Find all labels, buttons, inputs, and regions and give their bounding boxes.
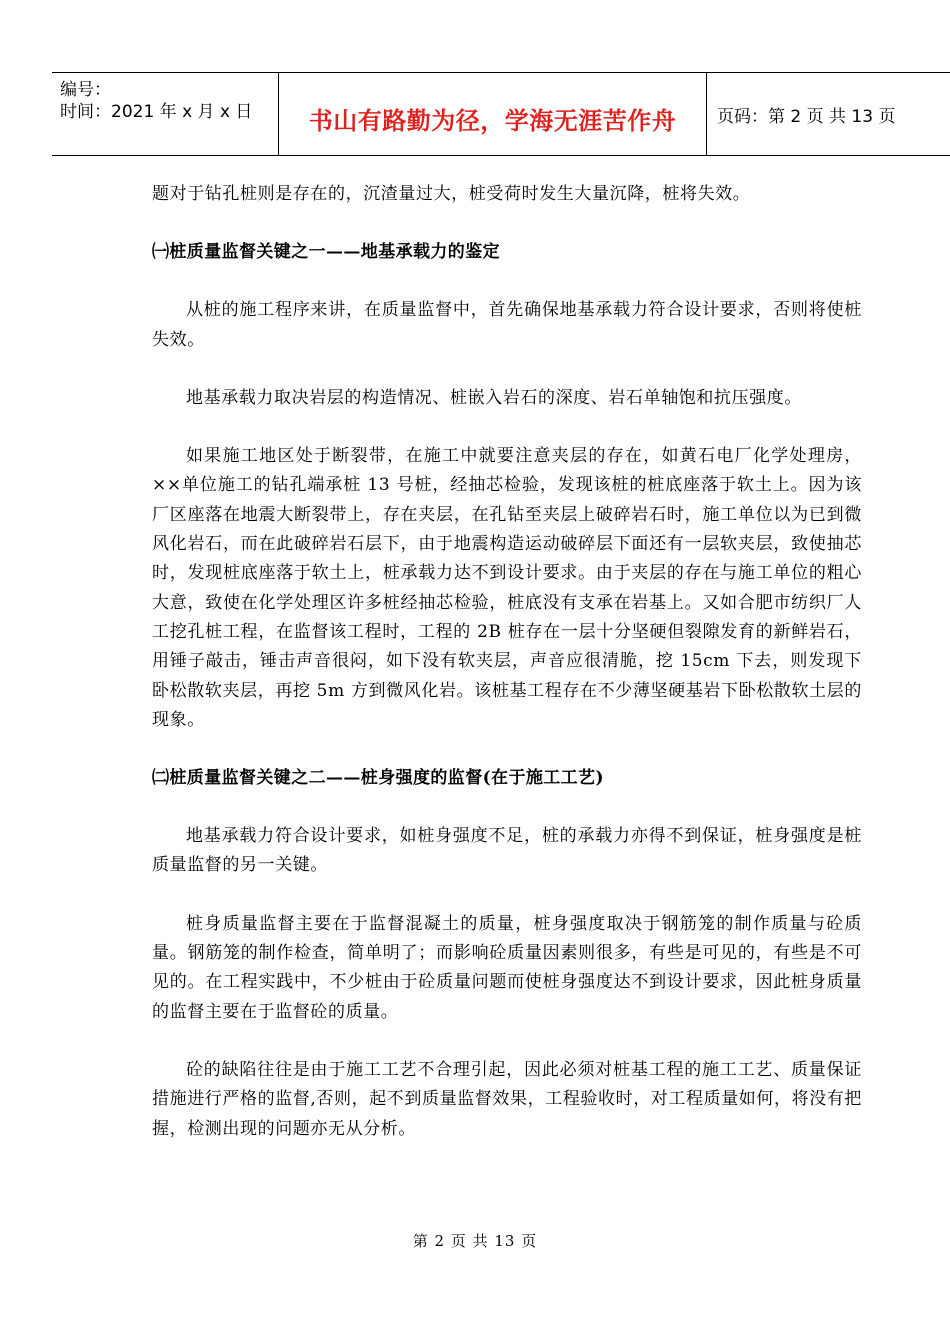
section-heading-1: ㈠桩质量监督关键之一——地基承载力的鉴定 (152, 242, 500, 263)
header-motto: 书山有路勤为径，学海无涯苦作舟 (308, 106, 677, 135)
document-body (152, 180, 862, 1173)
paragraph: 从桩的施工程序来讲，在质量监督中，首先确保地基承载力符合设计要求，否则将使桩失效。 (152, 300, 862, 350)
header-page-cell (707, 73, 950, 155)
document-number-label: 编号： (60, 80, 111, 100)
paragraph: 砼的缺陷往往是由于施工工艺不合理引起，因此必须对桩基工程的施工工艺、质量保证措施进行严格的监督,否则，起不到质量监督效果，工程验收时，对工程质量如何，将没有把握，检测出现的问题亦无从分析。 (152, 1059, 863, 1139)
paragraph: 桩身质量监督主要在于监督混凝土的质量，桩身强度取决于钢筋笼的制作质量与砼质量。钢筋笼的制作检查，简单明了；而影响砼质量因素则很多，有些是可见的，有些是不可见的。在工程实践中，不少桩由于砼质量问题而使桩身强度达不到设计要求，因此桩身质量的监督主要在于监督砼的质量。 (152, 913, 862, 1022)
section-heading-2: ㈡桩质量监督关键之二——桩身强度的监督(在于施工工艺) (152, 768, 604, 789)
document-header (52, 72, 950, 156)
paragraph: 地基承载力取决岩层的构造情况、桩嵌入岩石的深度、岩石单轴饱和抗压强度。 (186, 387, 802, 408)
paragraph: 如果施工地区处于断裂带，在施工中就要注意夹层的存在，如黄石电厂化学处理房，××单位施工的钻孔端承桩 13 号桩，经抽芯检验，发现该桩的桩底座落于软土上。因为该厂区座落在地震大断裂带上，存在夹层，在孔钻至夹层上破碎岩石时，施工单位以为已到微风化岩石，而在此破碎岩石层下，由于地震构造运动破碎层下面还有一层软夹层，致使抽芯时，发现桩底座落于软土上，桩承载力达不到设计要求。由于夹层的存在与施工单位的粗心大意，致使在化学处理区许多桩经抽芯检验，桩底没有支承在岩基上。又如合肥市纺织厂人工挖孔桩工程，在监督该工程时，工程的 2B 桩存在一层十分坚硬但裂隙发育的新鲜岩石，用锤子敲击，锤击声音很闷，如下没有软夹层，声音应很清脆，挖 15cm 下去，则发现下卧松散软夹层，再挖 5m 方到微风化岩。该桩基工程存在不少薄坚硬基岩下卧松散软土层的现象。 (152, 446, 862, 730)
paragraph: 题对于钻孔桩则是存在的，沉渣量过大，桩受荷时发生大量沉降，桩将失效。 (152, 184, 751, 204)
paragraph: 地基承载力符合设计要求，如桩身强度不足，桩的承载力亦得不到保证，桩身强度是桩质量监督的另一关键。 (152, 826, 862, 876)
header-page-info: 页码：第 2 页 共 13 页 (717, 106, 896, 127)
header-motto-cell (279, 73, 707, 155)
document-time-label: 时间：2021 年 x 月 x 日 (60, 102, 253, 122)
footer-page-number: 第 2 页 共 13 页 (412, 1232, 538, 1250)
page-footer (0, 1230, 950, 1251)
header-meta-cell (52, 73, 279, 155)
